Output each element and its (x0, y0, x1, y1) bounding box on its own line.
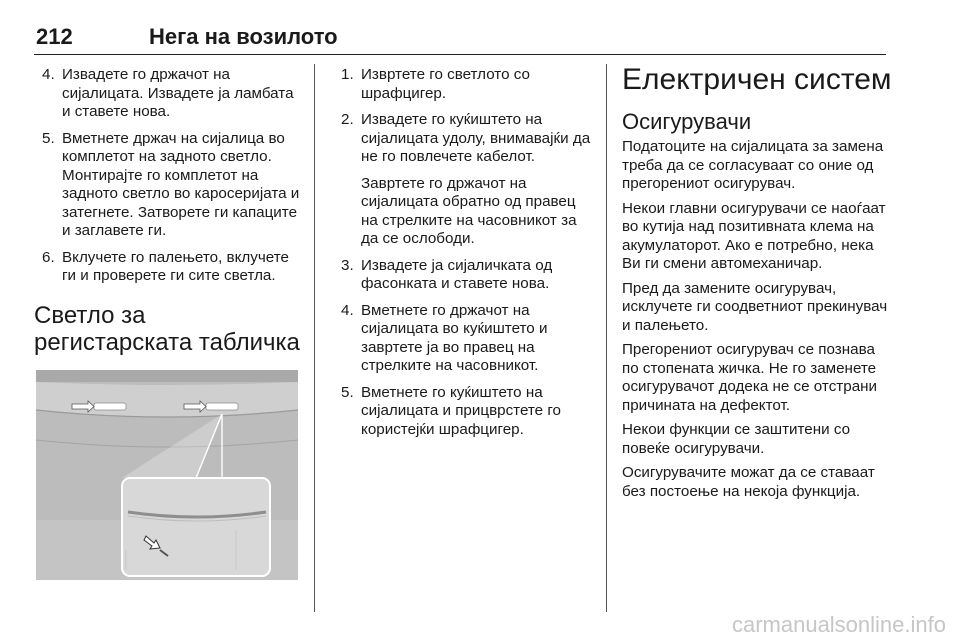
step-item (333, 66, 591, 103)
step-subtext: Завртете го држачот на сијалицата обратно од правец на стрелките на часовникот за да се ослободи. (361, 174, 577, 247)
subsection-heading: Осигурувачи (622, 109, 752, 134)
step-text: Извадете го куќиштето на сијалицата удолу, внимавајќи да не го повлечете кабелот. (361, 111, 591, 165)
step-number: 4. (42, 66, 55, 83)
step-item (34, 130, 302, 241)
step-item (333, 384, 591, 440)
step-number: 5. (42, 129, 55, 147)
paragraph: Прегорениот осигурувач се познава по стопената жичка. Не го заменете осигурувачот додека не се отстрани причината на дефектот. (622, 341, 878, 414)
section-title: Светло за регистарската табличка (34, 301, 300, 356)
step-number: 4. (341, 301, 354, 319)
step-item (333, 111, 591, 249)
license-plate-light-illustration (36, 370, 298, 580)
step-number: 6. (42, 248, 55, 266)
watermark: carmanualsonline.info (731, 612, 946, 637)
paragraph: Некои функции се заштитени со повеќе осигурувачи. (622, 421, 851, 457)
illustration-svg (36, 370, 298, 580)
page-header (34, 24, 886, 55)
column-middle (333, 66, 591, 447)
column-left (34, 66, 302, 376)
step-item (333, 257, 591, 294)
paragraph: Пред да замените осигурувач, исклучете ги соодветниот прекинувач и палењето. (622, 279, 888, 334)
paragraph: Некои главни осигурувачи се наоѓаат во кутија над позитивната клема на акумулаторот. Ако е потребно, нека Ви ги смени автомеханичар. (622, 199, 886, 272)
step-number: 1. (341, 66, 354, 83)
paragraph: Податоците на сијалицата за замена треба да се согласуваат со оние од прегорениот осигурувач. (622, 138, 884, 192)
chapter-title: Нега на возилото (149, 24, 338, 49)
section-heading: Електричен систем (622, 63, 892, 96)
step-number: 3. (341, 256, 354, 274)
step-number: 5. (341, 383, 354, 401)
column-divider (314, 64, 315, 612)
step-text: Вметнете го држачот на сијалицата во куќиштето и завртете ја во правец на стрелките на часовникот. (361, 301, 548, 374)
step-number: 2. (341, 111, 354, 128)
step-text: Вклучете го палењето, вклучете ги и проверете ги сите светла. (62, 248, 289, 284)
paragraph: Осигурувачите можат да се ставаат без постоење на некоја функција. (622, 464, 875, 500)
column-divider (606, 64, 607, 612)
step-text: Вметнете држач на сијалица во комплетот на задното светло. Монтирајте го комплетот на задното светло во каросеријата и затегнете. Затворете ги капаците и заглавете ги. (62, 129, 300, 239)
step-item (34, 66, 302, 122)
step-list (333, 66, 591, 439)
column-right (622, 63, 892, 507)
step-text: Вметнете го куќиштето на сијалицата и прицврстете го користејќи шрафцигер. (361, 383, 562, 438)
step-list (34, 66, 302, 286)
step-text: Извадете ја сијаличката од фасонката и ставете нова. (361, 256, 553, 292)
step-item (333, 302, 591, 376)
page-number: 212 (36, 24, 73, 49)
step-text: Извртете го светлото со шрафцигер. (361, 66, 530, 102)
step-item (34, 249, 302, 286)
step-text: Извадете го држачот на сијалицата. Извадете ја ламбата и ставете нова. (62, 66, 294, 120)
